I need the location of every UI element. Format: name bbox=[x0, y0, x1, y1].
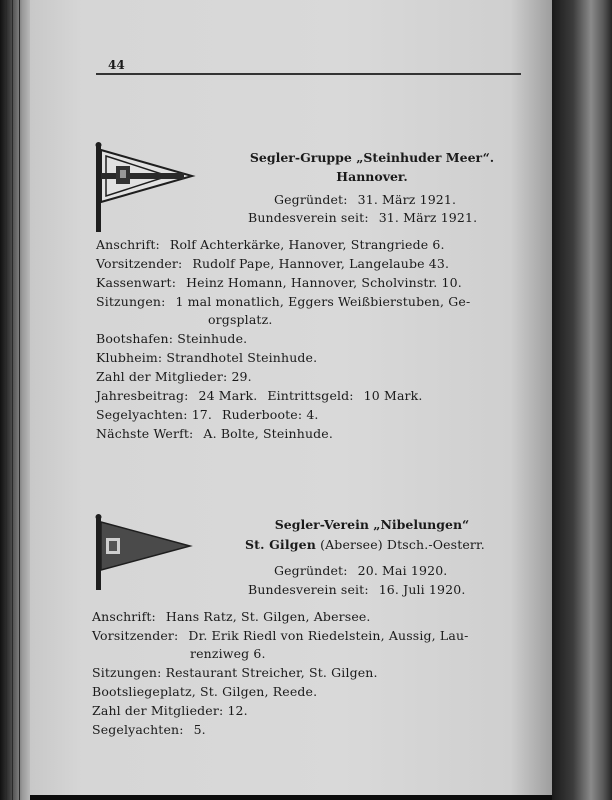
club2-yachts-label: Segelyachten: bbox=[92, 722, 184, 737]
club2-members-value: 12. bbox=[227, 703, 248, 718]
club2-meetings bbox=[92, 665, 378, 680]
club1-name: Segler-Gruppe „Steinhuder Meer“. bbox=[249, 150, 495, 165]
club1-harbor-value: Steinhude. bbox=[177, 331, 248, 346]
club2-address-value: Hans Ratz, St. Gilgen, Abersee. bbox=[165, 609, 371, 624]
club1-fee-label: Jahresbeitrag: bbox=[96, 388, 189, 403]
club2-yachts bbox=[92, 722, 206, 737]
club1-founded-date: 31. März 1921. bbox=[357, 192, 457, 207]
club2-members-label: Zahl der Mitglieder: bbox=[92, 703, 224, 718]
club1-yachts-label: Segelyachten: bbox=[96, 407, 188, 422]
club1-treasurer-label: Kassenwart: bbox=[96, 275, 177, 290]
club1-chair bbox=[96, 256, 449, 271]
club1-city: Hannover. bbox=[336, 169, 408, 184]
club1-member-label: Bundesverein seit: bbox=[248, 210, 369, 225]
club2-mooring-value: St. Gilgen, Reede. bbox=[200, 684, 318, 699]
club1-founded-label: Gegründet: bbox=[274, 192, 348, 207]
club1-rowboats-label: Ruderboote: bbox=[222, 407, 303, 422]
club1-clubhouse-value: Strandhotel Steinhude. bbox=[166, 350, 318, 365]
club2-address-label: Anschrift: bbox=[92, 609, 156, 624]
club2-founded-date: 20. Mai 1920. bbox=[357, 563, 448, 578]
club1-entry-value: 10 Mark. bbox=[363, 388, 423, 403]
club2-pennant-icon bbox=[92, 514, 196, 592]
club1-member-since bbox=[248, 210, 477, 225]
club1-members bbox=[96, 369, 252, 384]
book-spine-left bbox=[0, 0, 30, 800]
club1-chair-value: Rudolf Pape, Hannover, Langelaube 43. bbox=[192, 256, 450, 271]
club1-yard-value: A. Bolte, Steinhude. bbox=[203, 426, 333, 441]
club1-address bbox=[96, 237, 445, 252]
club2-chair-value: Dr. Erik Riedl von Riedelstein, Aussig, Lau- bbox=[188, 628, 469, 643]
club1-fee-value: 24 Mark. bbox=[198, 388, 258, 403]
club1-meetings-cont: orgsplatz. bbox=[208, 312, 273, 327]
club2-mooring-label: Bootsliegeplatz, bbox=[92, 684, 196, 699]
club1-pennant-icon bbox=[92, 142, 196, 234]
club2-meetings-value: Restaurant Streicher, St. Gilgen. bbox=[165, 665, 378, 680]
club1-member-date: 31. März 1921. bbox=[378, 210, 478, 225]
club1-members-value: 29. bbox=[231, 369, 252, 384]
club2-city: St. Gilgen bbox=[245, 537, 316, 552]
club1-harbor bbox=[96, 331, 247, 346]
club1-address-value: Rolf Achterkärke, Hanover, Strangriede 6. bbox=[169, 237, 445, 252]
club1-entry-label: Eintrittsgeld: bbox=[267, 388, 354, 403]
club1-yard-label: Nächste Werft: bbox=[96, 426, 194, 441]
club2-chair-label: Vorsitzender: bbox=[92, 628, 179, 643]
club1-rowboats-value: 4. bbox=[306, 407, 319, 422]
club2-region: (Abersee) Dtsch.-Oesterr. bbox=[320, 537, 485, 552]
club1-meetings-label: Sitzungen: bbox=[96, 294, 166, 309]
club1-members-label: Zahl der Mitglieder: bbox=[96, 369, 228, 384]
club2-address bbox=[92, 609, 371, 624]
page-number: 44 bbox=[108, 58, 125, 72]
club2-location bbox=[245, 537, 485, 552]
club1-clubhouse-label: Klubheim: bbox=[96, 350, 163, 365]
club2-yachts-value: 5. bbox=[193, 722, 206, 737]
club2-member-since bbox=[248, 582, 465, 597]
header-rule bbox=[96, 73, 521, 75]
club2-founded bbox=[274, 563, 447, 578]
club1-address-label: Anschrift: bbox=[96, 237, 160, 252]
club2-name: Segler-Verein „Nibelungen“ bbox=[274, 517, 470, 532]
club2-meetings-label: Sitzungen: bbox=[92, 665, 162, 680]
club2-chair-cont: renziweg 6. bbox=[190, 646, 266, 661]
club1-treasurer bbox=[96, 275, 462, 290]
club1-meetings-value: 1 mal monatlich, Eggers Weißbierstuben, Ge- bbox=[175, 294, 471, 309]
club1-harbor-label: Bootshafen: bbox=[96, 331, 174, 346]
club1-meetings bbox=[96, 294, 470, 309]
club1-treasurer-value: Heinz Homann, Hannover, Scholvinstr. 10. bbox=[186, 275, 462, 290]
club2-member-label: Bundesverein seit: bbox=[248, 582, 369, 597]
club1-yard bbox=[96, 426, 333, 441]
club1-founded bbox=[274, 192, 456, 207]
club2-member-date: 16. Juli 1920. bbox=[378, 582, 466, 597]
club2-founded-label: Gegründet: bbox=[274, 563, 348, 578]
club1-yachts-value: 17. bbox=[191, 407, 213, 422]
club2-chair bbox=[92, 628, 469, 643]
club1-boats bbox=[96, 407, 319, 422]
club1-fees bbox=[96, 388, 423, 403]
club1-clubhouse bbox=[96, 350, 317, 365]
book-edge-right bbox=[552, 0, 612, 800]
club1-chair-label: Vorsitzender: bbox=[96, 256, 183, 271]
club2-members bbox=[92, 703, 248, 718]
club2-mooring bbox=[92, 684, 317, 699]
